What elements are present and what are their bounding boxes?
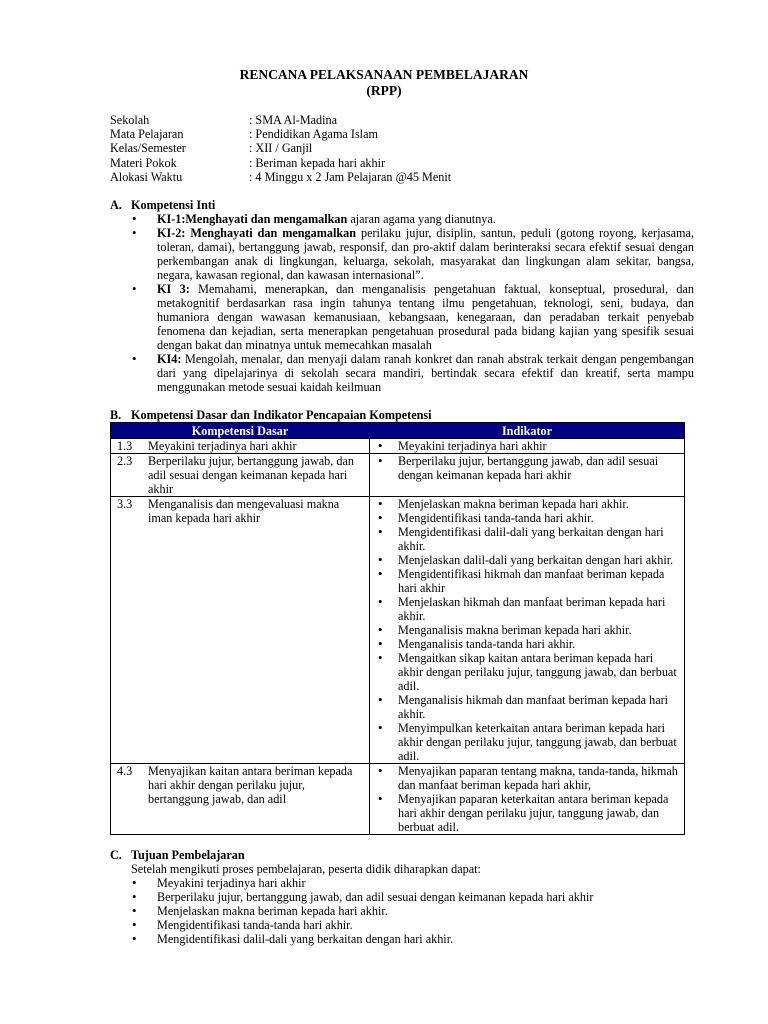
indikator-item: • Menganalisis hikmah dan manfaat beriman kepada hari akhir. — [370, 693, 684, 721]
ki-item: • KI-1:Menghayati dan mengamalkan ajaran agama yang dianutnya. — [130, 212, 694, 226]
info-label: Kelas/Semester — [110, 141, 186, 156]
kd-text: Menganalisis dan mengevaluasi makna iman kepada hari akhir — [148, 497, 340, 525]
kd-number: 3.3 — [117, 497, 133, 511]
indikator-item: • Menganalisis makna beriman kepada hari akhir. — [370, 623, 684, 637]
tujuan-item: • Mengidentifikasi dalil-dali yang berkaitan dengan hari akhir. — [130, 932, 593, 946]
info-value: : SMA Al-Madina — [249, 113, 338, 127]
info-value: : Pendidikan Agama Islam — [249, 127, 378, 142]
indikator-item: • Mengidentifikasi tanda-tanda hari akhir. — [370, 511, 684, 525]
info-row — [110, 170, 451, 184]
info-row — [110, 141, 451, 155]
tujuan-item: • Berperilaku jujur, bertanggung jawab, dan adil sesuai dengan keimanan kepada hari akhir — [130, 890, 593, 904]
table-row — [111, 439, 685, 454]
info-value: : 4 Minggu x 2 Jam Pelajaran @45 Menit — [249, 169, 452, 184]
indikator-item: • Mengaitkan sikap kaitan antara beriman kepada hari akhir dengan perilaku jujur, tanggung jawab, dan berbuat adil. — [370, 651, 684, 693]
section-a-heading: A. Kompetensi Inti — [110, 198, 216, 212]
header-kompetensi-dasar: Kompetensi Dasar — [111, 423, 370, 439]
indikator-item: • Meyakini terjadinya hari akhir — [370, 439, 684, 453]
kd-text: Meyakini terjadinya hari akhir — [148, 439, 297, 453]
table-row — [111, 764, 685, 835]
tujuan-item: • Menjelaskan makna beriman kepada hari akhir. — [130, 904, 593, 918]
kd-text: Berperilaku jujur, bertanggung jawab, dan adil sesuai dengan keimanan kepada hari akhir — [148, 454, 354, 496]
info-label: Mata Pelajaran — [110, 127, 184, 142]
indikator-item: • Menjelaskan makna beriman kepada hari akhir. — [370, 497, 684, 511]
indikator-item: • Menjelaskan hikmah dan manfaat beriman kepada hari akhir. — [370, 595, 684, 623]
section-b-heading: B. Kompetensi Dasar dan Indikator Pencapaian Kompetensi — [110, 408, 432, 422]
table-header-row — [111, 423, 685, 439]
tujuan-intro: Setelah mengikuti proses pembelajaran, peserta didik diharapkan dapat: — [131, 862, 481, 876]
document-subtitle: (RPP) — [366, 83, 402, 98]
info-label: Sekolah — [110, 113, 150, 127]
tujuan-item: • Mengidentifikasi tanda-tanda hari akhir. — [130, 918, 593, 932]
indikator-item: • Menjelaskan dalil-dali yang berkaitan dengan hari akhir. — [370, 553, 684, 567]
indikator-item: • Mengidentifikasi dalil-dali yang berkaitan dengan hari akhir. — [370, 525, 684, 553]
ki-item: • KI 3: Memahami, menerapkan, dan menganalisis pengetahuan faktual, konseptual, prosedural, dan metakognitif berdasarkan rasa ingin tahunya tentang ilmu pengetahuan, teknologi, seni, budaya, dan humaniora dengan wawasan kemanusiaan, kebangsaan, kenegaraan, dan peradaban terkait penyebab fenomena dan kejadian, serta menerapkan pengetahuan prosedural pada bidang kajian yang spesifik sesuai dengan bakat dan minatnya untuk memecahkan masalah — [130, 282, 694, 352]
document-title: RENCANA PELAKSANAAN PEMBELAJARAN — [239, 67, 529, 82]
info-row — [110, 113, 451, 127]
info-row — [110, 127, 451, 141]
tujuan-item: • Meyakini terjadinya hari akhir — [130, 876, 593, 890]
indikator-item: • Mengidentifikasi hikmah dan manfaat beriman kepada hari akhir — [370, 567, 684, 595]
section-c-heading: C. Tujuan Pembelajaran — [110, 848, 245, 862]
info-value: : Beriman kepada hari akhir — [249, 155, 386, 170]
indikator-item: • Menyajikan paparan tentang makna, tanda-tanda, hikmah dan manfaat beriman kepada hari akhir, — [370, 764, 684, 792]
kompetensi-inti-list — [130, 212, 694, 394]
identity-block — [110, 113, 451, 184]
info-row — [110, 156, 451, 170]
info-value: : XII / Ganjil — [249, 141, 313, 156]
indikator-item: • Menyimpulkan keterkaitan antara beriman kepada hari akhir dengan perilaku jujur, tanggung jawab, dan berbuat adil. — [370, 721, 684, 763]
indikator-item: • Menganalisis tanda-tanda hari akhir. — [370, 637, 684, 651]
tujuan-list — [130, 876, 593, 946]
indikator-item: • Menyajikan paparan keterkaitan antara beriman kepada hari akhir dengan perilaku jujur, tanggung jawab, dan berbuat adil. — [370, 792, 684, 834]
kd-text: Menyajikan kaitan antara beriman kepada hari akhir dengan perilaku jujur, bertanggung jawab, dan adil — [148, 764, 353, 806]
kd-number: 1.3 — [117, 439, 133, 453]
indikator-item: • Berperilaku jujur, bertanggung jawab, dan adil sesuai dengan keimanan kepada hari akhir — [370, 454, 684, 482]
ki-item: • KI-2: Menghayati dan mengamalkan perilaku jujur, disiplin, santun, peduli (gotong royong, kerjasama, toleran, damai), bertanggung jawab, responsif, dan pro-aktif dalam berinteraksi secara efektif sesuai dengan perkembangan anak di lingkungan, keluarga, sekolah, masyarakat dan lingkungan alam sekitar, bangsa, negara, kawasan regional, dan kawasan internasional”. — [130, 226, 694, 282]
table-row — [111, 497, 685, 764]
table-row — [111, 454, 685, 497]
kd-number: 2.3 — [117, 454, 133, 468]
ki-item: • KI4: Mengolah, menalar, dan menyaji dalam ranah konkret dan ranah abstrak terkait dengan pengembangan dari yang dipelajarinya di sekolah secara mandiri, bertindak secara efektif dan kreatif, serta mampu menggunakan metode sesuai kaidah keilmuan — [130, 352, 694, 394]
info-label: Materi Pokok — [110, 155, 177, 170]
competency-table — [110, 422, 685, 835]
kd-number: 4.3 — [117, 764, 133, 778]
header-indikator: Indikator — [370, 423, 685, 439]
info-label: Alokasi Waktu — [110, 169, 183, 184]
